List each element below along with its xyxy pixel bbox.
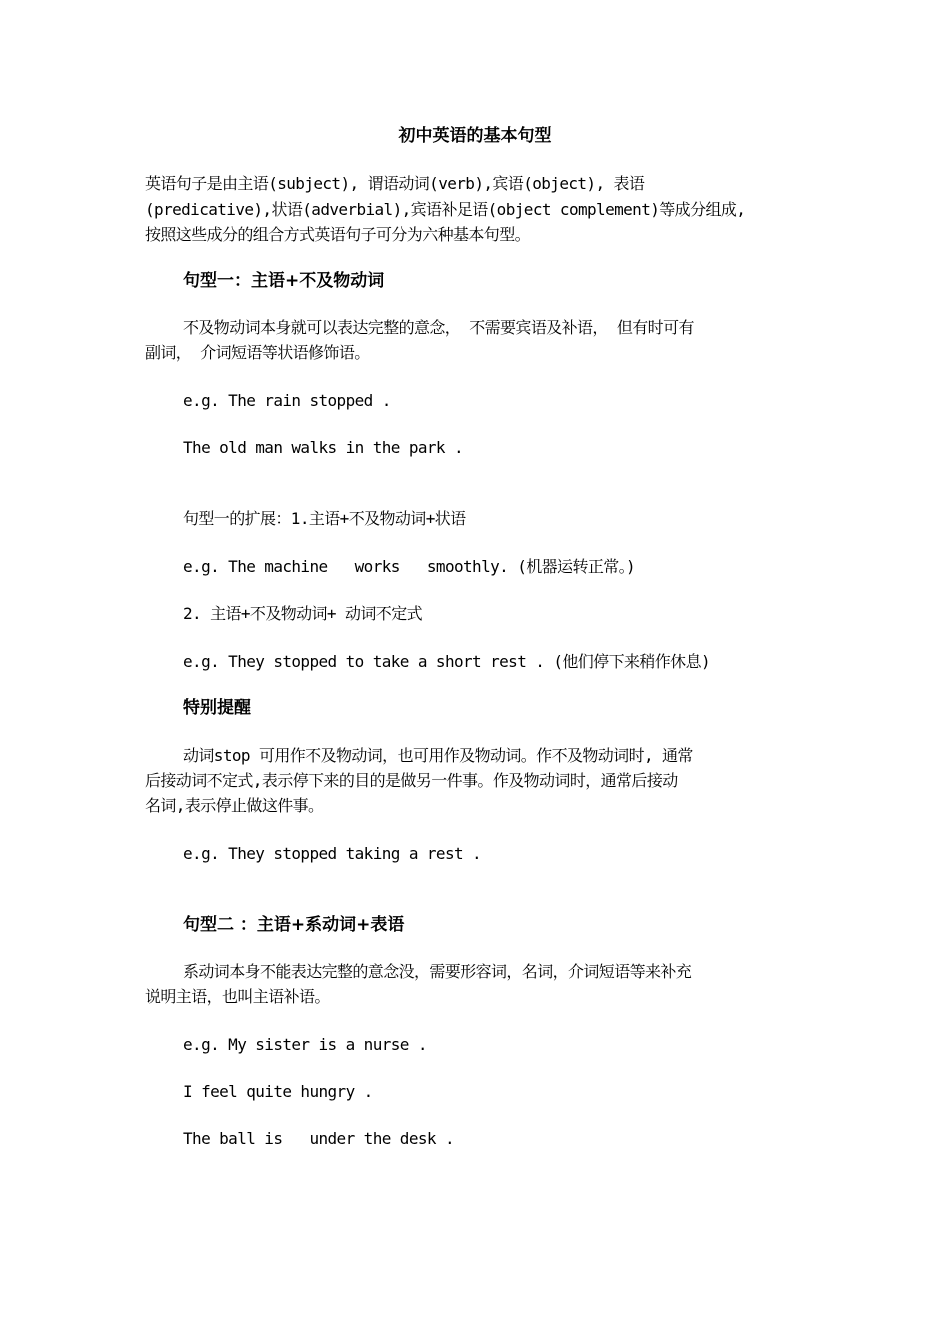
pattern2-example-1: e.g. My sister is a nurse . bbox=[183, 1035, 427, 1054]
pattern1-extension-1-example: e.g. The machine works smoothly. (机器运转正常。) bbox=[183, 557, 636, 576]
pattern1-heading: 句型一：主语+不及物动词 bbox=[183, 271, 385, 291]
pattern1-example-1: e.g. The rain stopped . bbox=[183, 391, 391, 410]
pattern1-desc-line-2: 副词， 介词短语等状语修饰语。 bbox=[145, 343, 370, 362]
pattern2-example-2: I feel quite hungry . bbox=[183, 1082, 373, 1101]
pattern2-heading: 句型二 ：主语+系动词+表语 bbox=[183, 915, 405, 935]
pattern2-desc-line-1: 系动词本身不能表达完整的意念没，需要形容词，名词，介词短语等来补充 bbox=[183, 962, 692, 981]
reminder-heading: 特别提醒 bbox=[183, 698, 251, 718]
intro-line-3: 按照这些成分的组合方式英语句子可分为六种基本句型。 bbox=[145, 225, 531, 244]
pattern2-example-3: The ball is under the desk . bbox=[183, 1129, 454, 1148]
reminder-line-3: 名词,表示停止做这件事。 bbox=[145, 796, 324, 815]
pattern1-extension-2-example: e.g. They stopped to take a short rest . (他们停下来稍作休息) bbox=[183, 652, 711, 671]
pattern1-desc-line-1: 不及物动词本身就可以表达完整的意念， 不需要宾语及补语， 但有时可有 bbox=[183, 318, 694, 337]
reminder-line-1: 动词stop 可用作不及物动词，也可用作及物动词。作不及物动词时, 通常 bbox=[183, 746, 693, 765]
pattern1-example-2: The old man walks in the park . bbox=[183, 438, 464, 457]
pattern1-extension-2: 2. 主语+不及物动词+ 动词不定式 bbox=[183, 604, 422, 623]
intro-line-1: 英语句子是由主语(subject), 谓语动词(verb),宾语(object), 表语 bbox=[145, 174, 645, 193]
pattern1-extension-1: 句型一的扩展：1.主语+不及物动词+状语 bbox=[183, 509, 466, 528]
pattern2-desc-line-2: 说明主语，也叫主语补语。 bbox=[145, 987, 330, 1006]
reminder-line-2: 后接动词不定式,表示停下来的目的是做另一件事。作及物动词时，通常后接动 bbox=[145, 771, 678, 790]
intro-line-2: (predicative),状语(adverbial),宾语补足语(object complement)等成分组成, bbox=[145, 200, 746, 219]
reminder-example: e.g. They stopped taking a rest . bbox=[183, 844, 482, 863]
document-title: 初中英语的基本句型 bbox=[398, 126, 552, 146]
